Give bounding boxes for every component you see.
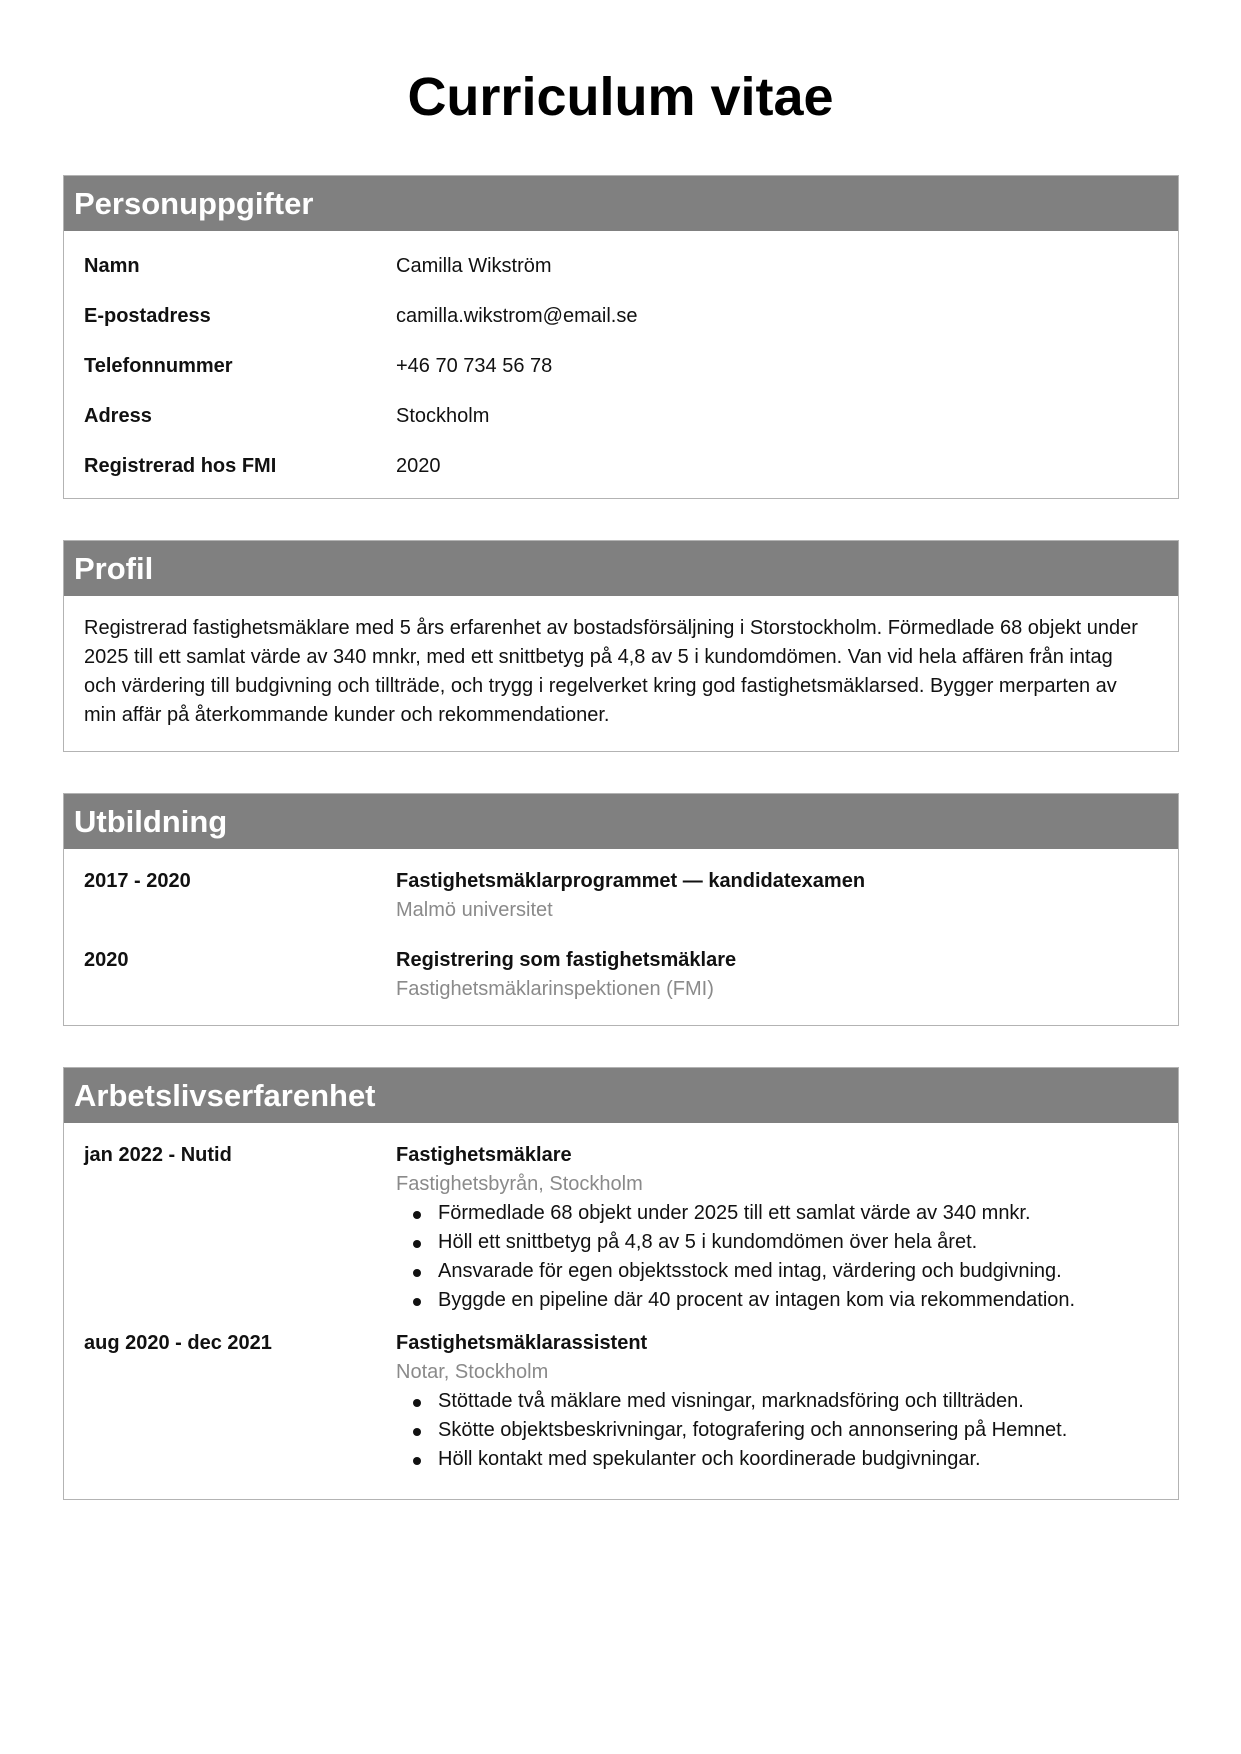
info-label: Namn [84, 254, 140, 277]
education-title: Fastighetsmäklarprogrammet — kandidatexamen [396, 870, 866, 892]
achievement-list [396, 1387, 1158, 1474]
info-value: 2020 [396, 454, 441, 477]
education-institution: Fastighetsmäklarinspektionen (FMI) [396, 978, 714, 1000]
achievement-item: Ansvarade för egen objektsstock med intag, värdering och budgivning. [396, 1257, 1158, 1286]
profile-body [64, 596, 1178, 748]
info-value: camilla.wikstrom@email.se [396, 304, 638, 327]
experience-period: jan 2022 - Nutid [84, 1144, 232, 1166]
education-entry [84, 946, 1158, 1004]
info-value: Stockholm [396, 404, 490, 427]
achievement-item: Stöttade två mäklare med visningar, marknadsföring och tillträden. [396, 1387, 1158, 1416]
info-row-fmi [84, 441, 1158, 491]
education-period: 2020 [84, 949, 129, 971]
info-row-phone [84, 341, 1158, 391]
education-details [396, 946, 1158, 1004]
achievement-item: Förmedlade 68 objekt under 2025 till ett samlat värde av 340 mnkr. [396, 1199, 1158, 1228]
education-body [64, 849, 1178, 1022]
education-heading: Utbildning [64, 794, 1178, 849]
experience-period: aug 2020 - dec 2021 [84, 1332, 272, 1354]
experience-details [396, 1329, 1158, 1474]
achievement-item: Byggde en pipeline där 40 procent av intagen kom via rekommendation. [396, 1286, 1158, 1315]
info-row-name [84, 241, 1158, 291]
education-period: 2017 - 2020 [84, 870, 191, 892]
page-title: Curriculum vitae [407, 67, 834, 127]
employer: Fastighetsbyrån, Stockholm [396, 1173, 643, 1195]
job-title: Fastighetsmäklare [396, 1144, 572, 1166]
education-details [396, 867, 1158, 925]
profile-heading: Profil [64, 541, 1178, 596]
info-value: +46 70 734 56 78 [396, 354, 553, 377]
info-label: Adress [84, 404, 152, 427]
achievement-item: Höll kontakt med spekulanter och koordinerade budgivningar. [396, 1445, 1158, 1474]
info-row-address [84, 391, 1158, 441]
personal-heading: Personuppgifter [64, 176, 1178, 231]
education-entry [84, 867, 1158, 925]
info-label: Telefonnummer [84, 354, 233, 377]
experience-entry [84, 1141, 1158, 1315]
experience-details [396, 1141, 1158, 1315]
info-value: Camilla Wikström [396, 254, 552, 277]
education-section [63, 793, 1179, 1026]
personal-body [64, 231, 1178, 509]
job-title: Fastighetsmäklarassistent [396, 1332, 648, 1354]
info-row-email [84, 291, 1158, 341]
profile-text: Registrerad fastighetsmäklare med 5 års erfarenhet av bostadsförsäljning i Storstockholm. Förmedlade 68 objekt under 2025 till ett samlat värde av 340 mnkr, med ett snittbetyg på 4,8 av 5 i kundomdömen. Van vid hela affären från intag och värdering till budgivning och tillträde, och trygg i regelverket kring god fastighetsmäklarsed. Bygger merparten av min affär på återkommande kunder och rekommendationer. [84, 617, 1138, 726]
experience-body [64, 1123, 1178, 1492]
profile-section [63, 540, 1179, 752]
achievement-item: Höll ett snittbetyg på 4,8 av 5 i kundomdömen över hela året. [396, 1228, 1158, 1257]
education-institution: Malmö universitet [396, 899, 553, 921]
experience-heading: Arbetslivserfarenhet [64, 1068, 1178, 1123]
achievement-item: Skötte objektsbeskrivningar, fotografering och annonsering på Hemnet. [396, 1416, 1158, 1445]
info-label: Registrerad hos FMI [84, 454, 277, 477]
personal-section [63, 175, 1179, 499]
info-label: E-postadress [84, 304, 211, 327]
education-title: Registrering som fastighetsmäklare [396, 949, 737, 971]
experience-section [63, 1067, 1179, 1500]
employer: Notar, Stockholm [396, 1361, 549, 1383]
experience-entry [84, 1329, 1158, 1474]
achievement-list [396, 1199, 1158, 1315]
